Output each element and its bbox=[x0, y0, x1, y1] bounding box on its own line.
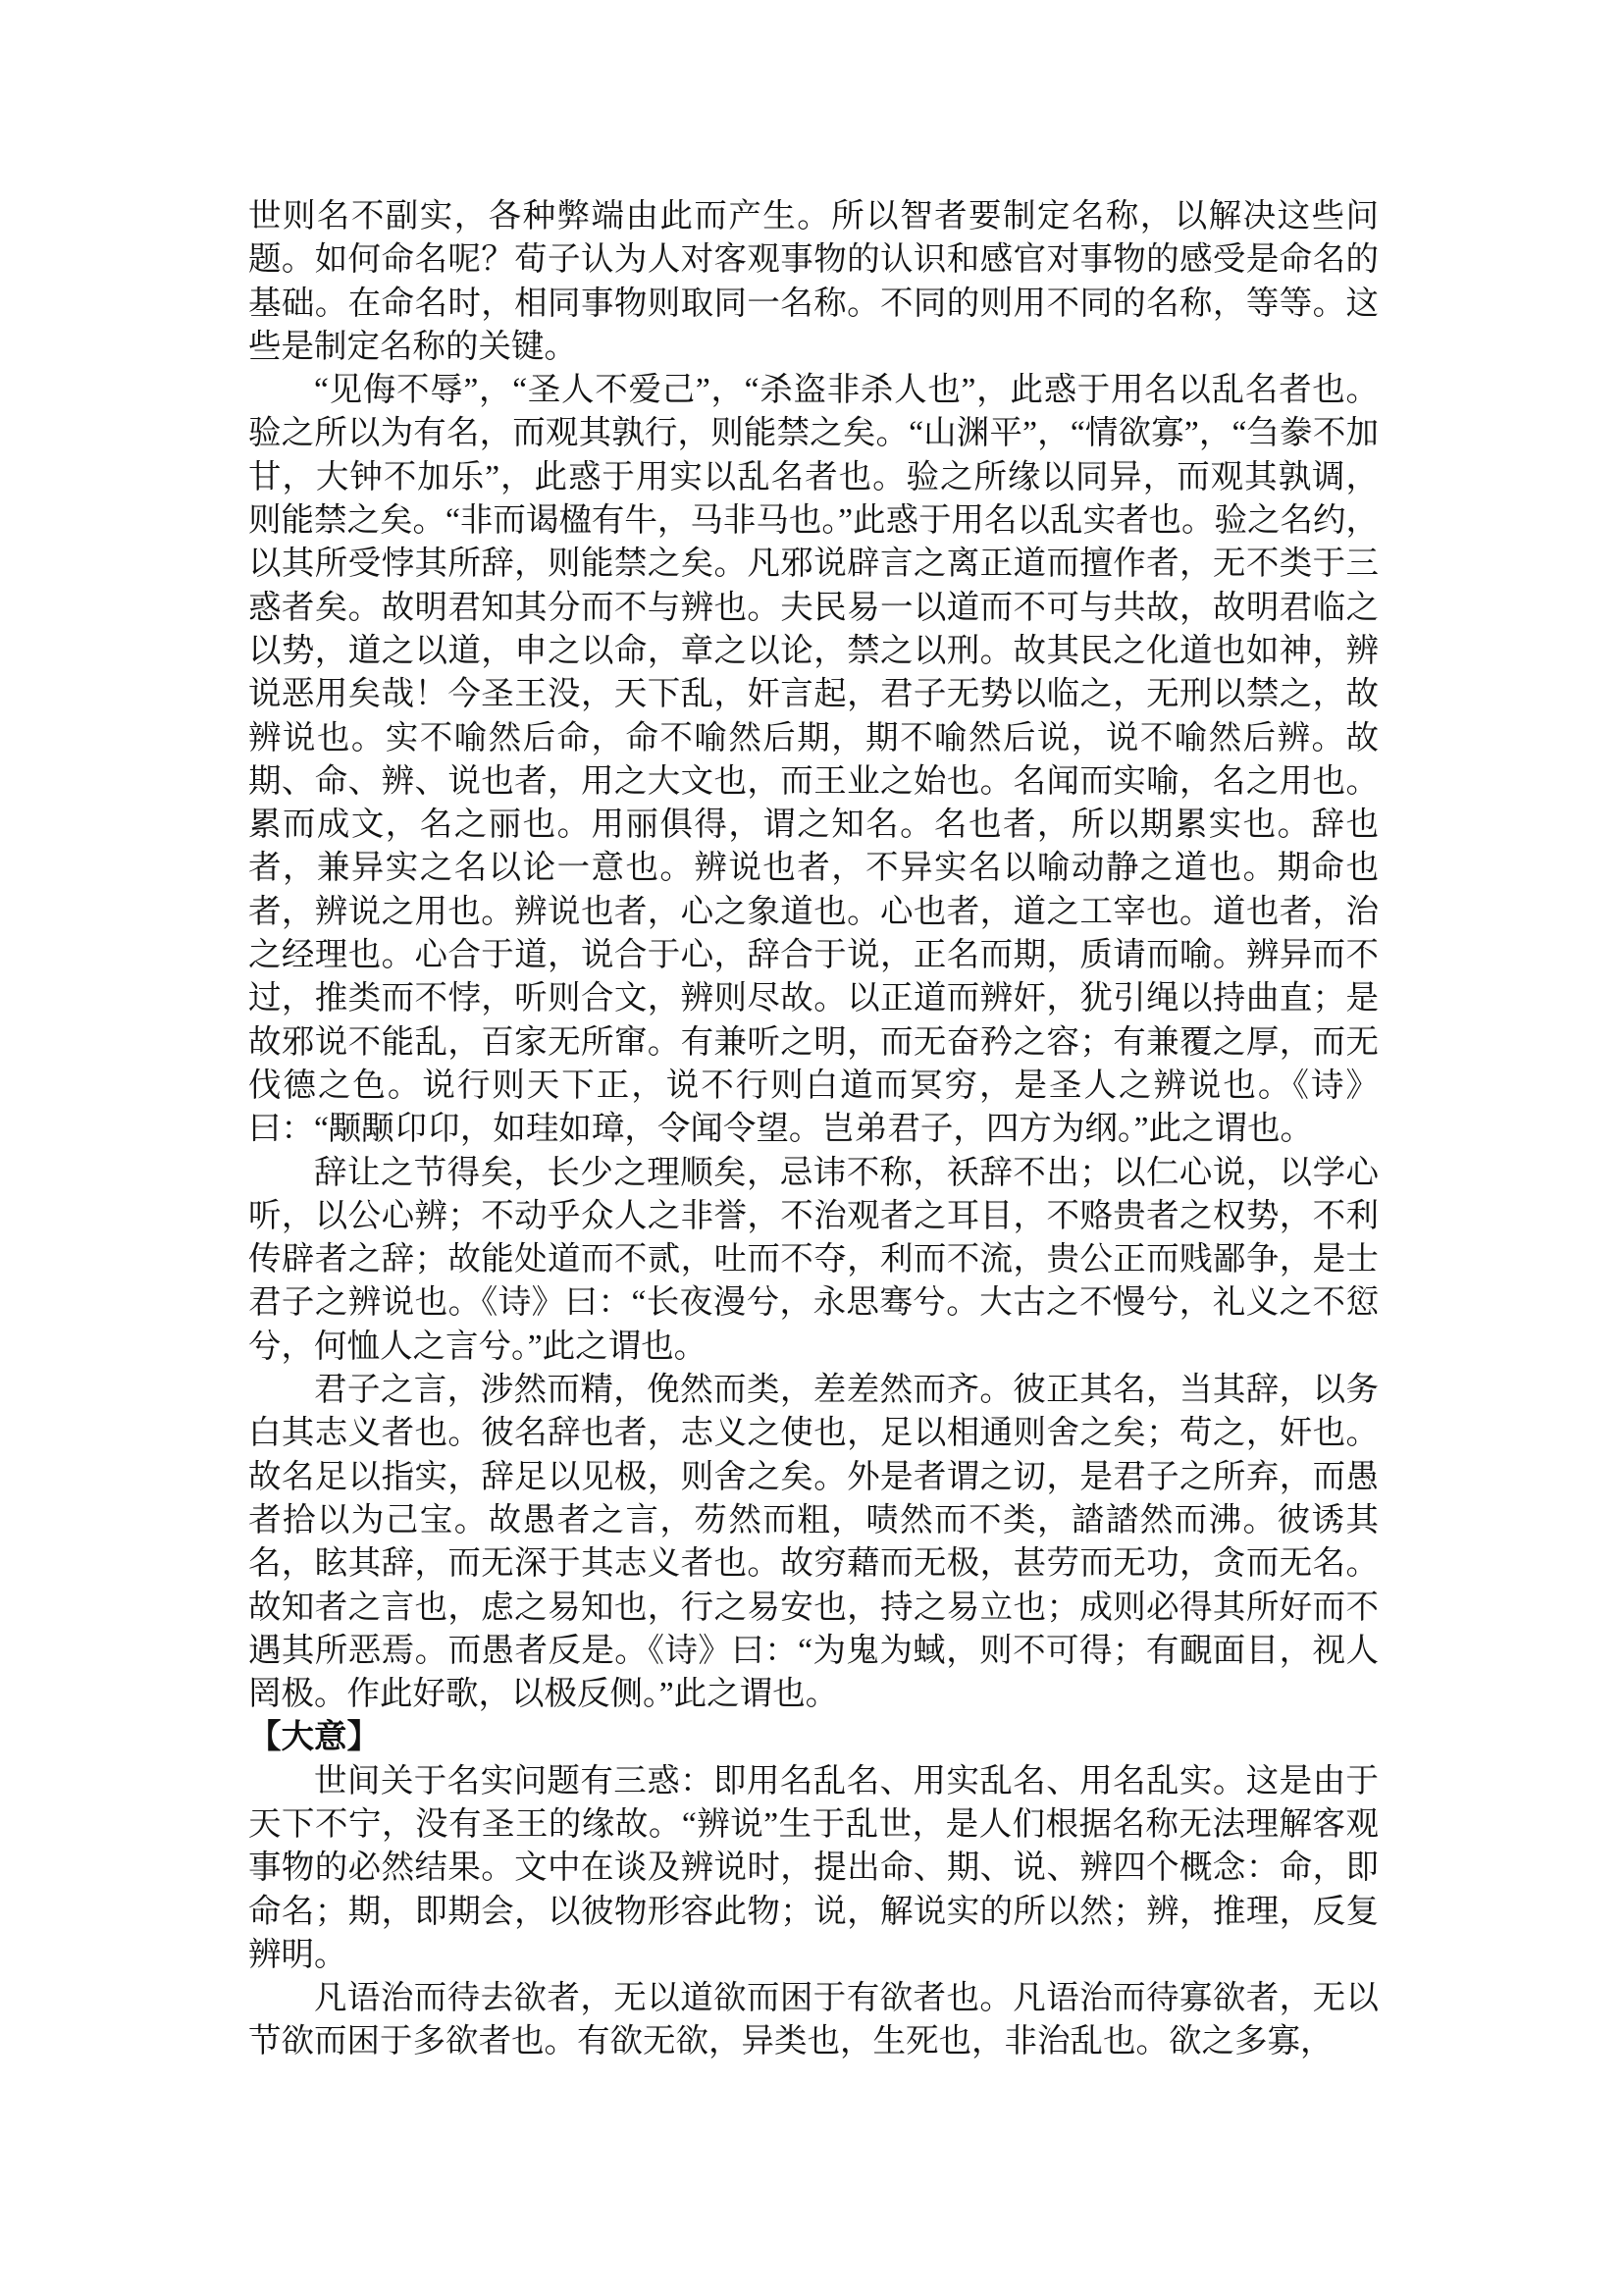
paragraph: 君子之言，涉然而精，俛然而类，差差然而齐。彼正其名，当其辞，以务白其志义者也。彼名辞也者，志义之使也，足以相通则舍之矣；苟之，奸也。故名足以指实，辞足以见极，则舍之矣。外是者谓之讱，是君子之所弃，而愚者拾以为己宝。故愚者之言，芴然而粗，啧然而不类，誻誻然而沸。彼诱其名，眩其辞，而无深于其志义者也。故穷藉而无极，甚劳而无功，贪而无名。故知者之言也，虑之易知也，行之易安也，持之易立也；成则必得其所好而不遇其所恶焉。而愚者反是。《诗》曰：“为鬼为蜮，则不可得；有靦面目，视人罔极。作此好歌，以极反侧。”此之谓也。 bbox=[248, 1372, 1379, 1713]
text-block bbox=[248, 195, 1379, 2064]
paragraph: 凡语治而待去欲者，无以道欲而困于有欲者也。凡语治而待寡欲者，无以节欲而困于多欲者也。有欲无欲，异类也，生死也，非治乱也。欲之多寡， bbox=[248, 1980, 1379, 2060]
paragraph: “见侮不辱”，“圣人不爱己”，“杀盗非杀人也”，此惑于用名以乱名者也。验之所以为有名，而观其孰行，则能禁之矣。“山渊平”，“情欲寡”，“刍豢不加甘，大钟不加乐”，此惑于用实以乱名者也。验之所缘以同异，而观其孰调，则能禁之矣。“非而谒楹有牛，马非马也。”此惑于用名以乱实者也。验之名约，以其所受悖其所辞，则能禁之矣。凡邪说辟言之离正道而擅作者，无不类于三惑者矣。故明君知其分而不与辨也。夫民易一以道而不可与共故，故明君临之以势，道之以道，申之以命，章之以论，禁之以刑。故其民之化道也如神，辨说恶用矣哉！今圣王没，天下乱，奸言起，君子无势以临之，无刑以禁之，故辨说也。实不喻然后命，命不喻然后期，期不喻然后说，说不喻然后辨。故期、命、辨、说也者，用之大文也，而王业之始也。名闻而实喻，名之用也。累而成文，名之丽也。用丽俱得，谓之知名。名也者，所以期累实也。辞也者，兼异实之名以论一意也。辨说也者，不异实名以喻动静之道也。期命也者，辨说之用也。辨说也者，心之象道也。心也者，道之工宰也。道也者，治之经理也。心合于道，说合于心，辞合于说，正名而期，质请而喻。辨异而不过，推类而不悖，听则合文，辨则尽故。以正道而辨奸，犹引绳以持曲直；是故邪说不能乱，百家无所窜。有兼听之明，而无奋矜之容；有兼覆之厚，而无伐德之色。说行则天下正，说不行则白道而冥穷，是圣人之辨说也。《诗》曰：“颙颙卬卬，如珪如璋，令闻令望。岂弟君子，四方为纲。”此之谓也。 bbox=[248, 372, 1379, 1148]
paragraph: 世间关于名实问题有三惑：即用名乱名、用实乱名、用名乱实。这是由于天下不宁，没有圣王的缘故。“辨说”生于乱世，是人们根据名称无法理解客观事物的必然结果。文中在谈及辨说时，提出命、期、说、辨四个概念：命，即命名；期，即期会，以彼物形容此物；说，解说实的所以然；辨，推理，反复辨明。 bbox=[248, 1762, 1379, 1973]
paragraph: 世则名不副实，各种弊端由此而产生。所以智者要制定名称，以解决这些问题。如何命名呢？荀子认为人对客观事物的认识和感官对事物的感受是命名的基础。在命名时，相同事物则取同一名称。不同的则用不同的名称，等等。这些是制定名称的关键。 bbox=[248, 198, 1379, 365]
paragraph: 辞让之节得矣，长少之理顺矣，忌讳不称，祅辞不出；以仁心说，以学心听，以公心辨；不动乎众人之非誉，不治观者之耳目，不赂贵者之权势，不利传辟者之辞；故能处道而不贰，吐而不夺，利而不流，贵公正而贱鄙争，是士君子之辨说也。《诗》曰：“长夜漫兮，永思骞兮。大古之不慢兮，礼义之不愆兮，何恤人之言兮。”此之谓也。 bbox=[248, 1154, 1379, 1365]
section-header: 【大意】 bbox=[248, 1719, 380, 1756]
